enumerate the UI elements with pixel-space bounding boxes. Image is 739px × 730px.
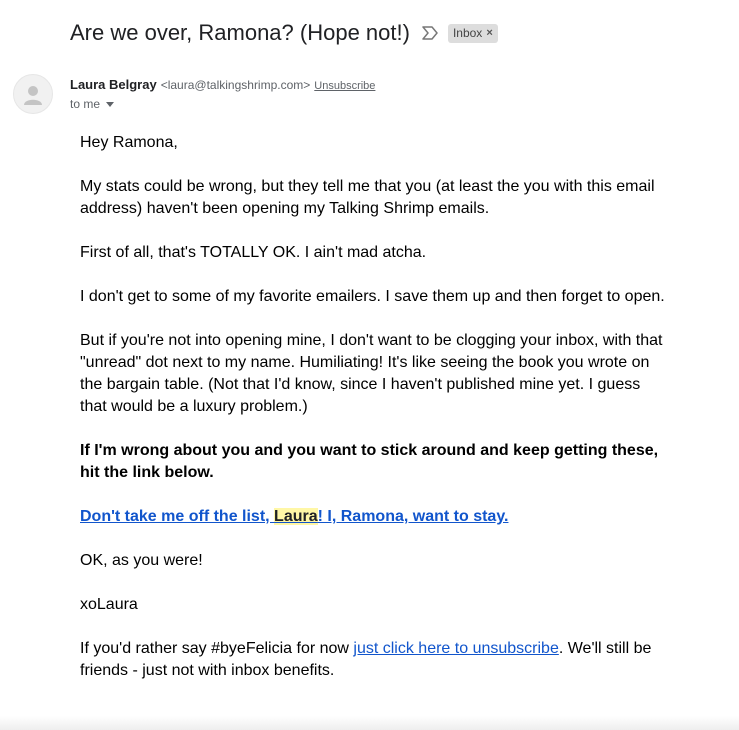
email-subject-row bbox=[70, 18, 498, 48]
sender-info bbox=[70, 77, 375, 92]
paragraph-stick-around bbox=[80, 440, 670, 484]
paragraph-ok: First of all, that's TOTALLY OK. I ain't mad atcha. bbox=[80, 244, 427, 261]
importance-marker-icon[interactable] bbox=[422, 25, 440, 41]
unsubscribe-text-before: If you'd rather say #byeFelicia for now bbox=[80, 640, 354, 657]
paragraph-unsubscribe bbox=[80, 638, 670, 682]
stick-around-bold: If I'm wrong about you and you want to stick around and keep getting these, hit the link below. bbox=[80, 442, 659, 481]
signoff: xoLaura bbox=[80, 596, 138, 613]
sender-name: Laura Belgray bbox=[70, 77, 157, 92]
chevron-down-icon[interactable] bbox=[106, 102, 114, 107]
recipient-details[interactable] bbox=[70, 97, 114, 111]
email-subject: Are we over, Ramona? (Hope not!) bbox=[70, 20, 410, 45]
remove-label-icon[interactable]: × bbox=[486, 27, 493, 39]
unsubscribe-text-after: . We'll still be friends - just not with inbox benefits. bbox=[80, 640, 652, 679]
stay-link-part2: ! I, Ramona, want to stay. bbox=[317, 508, 509, 525]
paragraph-favorites: I don't get to some of my favorite emailers. I save them up and then forget to open. bbox=[80, 288, 665, 305]
stay-paragraph bbox=[80, 506, 670, 528]
recipient-label: to me bbox=[70, 97, 101, 111]
default-avatar-icon[interactable] bbox=[13, 74, 53, 114]
inbox-label-text: Inbox bbox=[452, 26, 483, 40]
paragraph-clogging: But if you're not into opening mine, I don't want to be clogging your inbox, with that "unread" dot next to my name. Humiliating! It's like seeing the book you wrote on the bargain table. (Not that I'd know, since I haven't published mine yet. I guess that would be a luxury problem.) bbox=[80, 332, 663, 415]
unsubscribe-link[interactable]: Unsubscribe bbox=[314, 80, 376, 92]
inbox-label-chip bbox=[448, 24, 498, 43]
unsubscribe-body-link[interactable]: just click here to unsubscribe bbox=[353, 640, 559, 657]
greeting: Hey Ramona, bbox=[80, 134, 178, 151]
bottom-divider bbox=[0, 716, 739, 730]
stay-link-part1: Don't take me off the list, bbox=[80, 508, 275, 525]
paragraph-as-you-were: OK, as you were! bbox=[80, 552, 203, 569]
sender-email: <laura@talkingshrimp.com> bbox=[160, 78, 311, 92]
email-body bbox=[80, 132, 670, 704]
paragraph-stats: My stats could be wrong, but they tell me that you (at least the you with this email address) haven't been opening my Talking Shrimp emails. bbox=[80, 178, 655, 217]
stay-on-list-link[interactable] bbox=[80, 508, 508, 525]
highlighted-name: Laura bbox=[274, 508, 318, 525]
